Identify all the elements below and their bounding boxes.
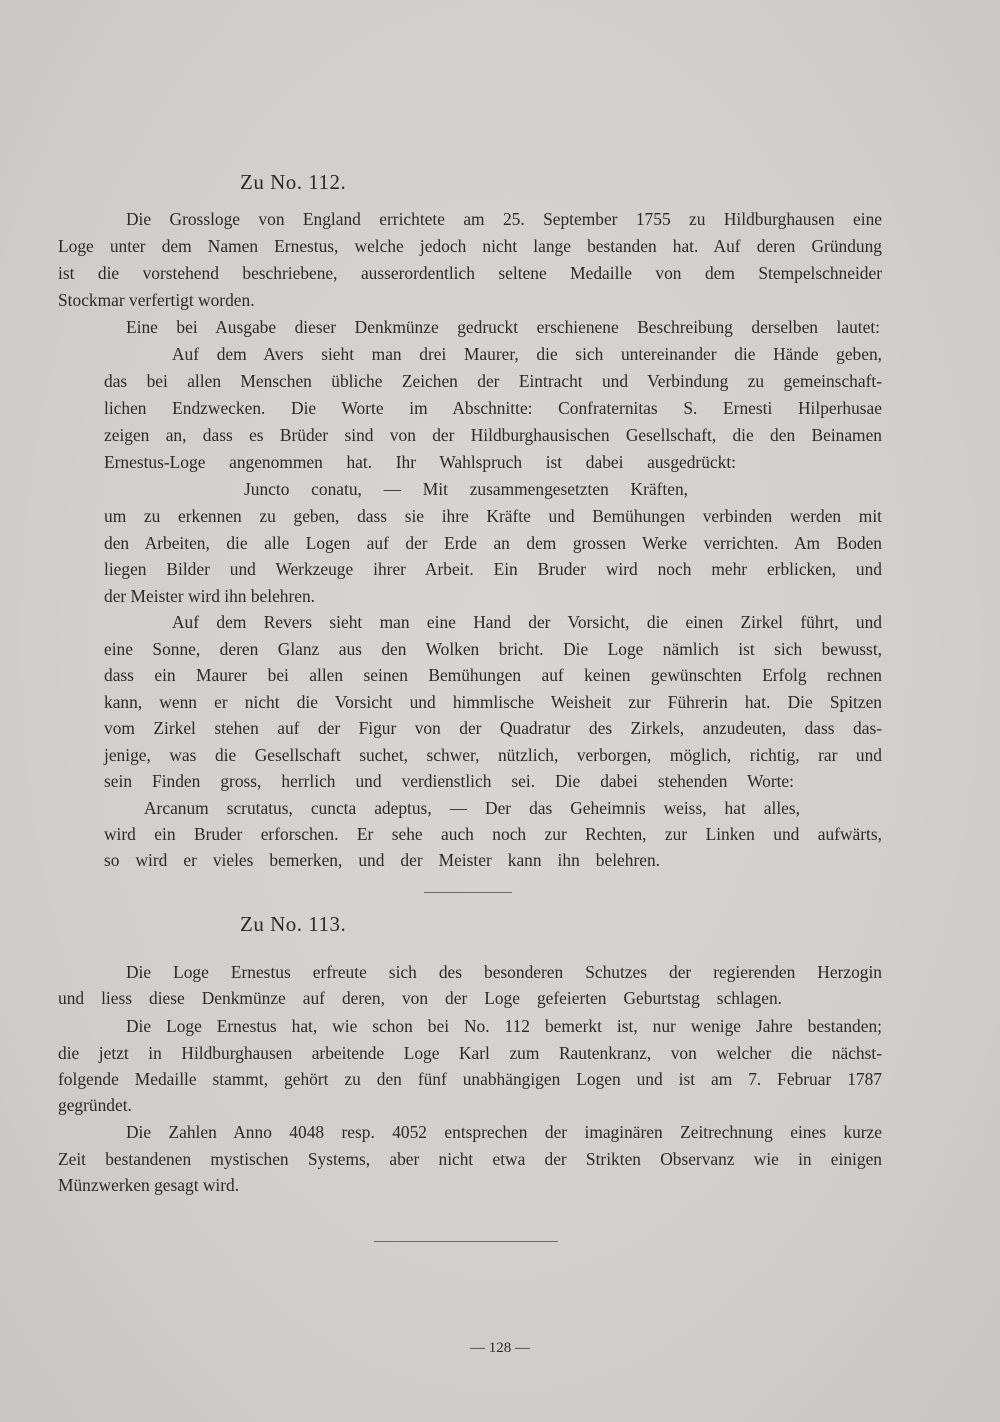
text-line: so wird er vieles bemerken, und der Meister kann ihn belehren. — [104, 850, 660, 870]
text-line: Stockmar verfertigt worden. — [58, 290, 255, 310]
text-line: Münzwerken gesagt wird. — [58, 1175, 240, 1195]
text-line: dass ein Maurer bei allen seinen Bemühungen auf keinen gewünschten Erfolg rechnen — [104, 665, 882, 685]
text-line: Auf dem Revers sieht man eine Hand der Vorsicht, die einen Zirkel führt, und — [172, 612, 882, 632]
text-line: kann, wenn er nicht die Vorsicht und himmlische Weisheit zur Führerin hat. Die Spitzen — [104, 692, 882, 712]
text-line: jenige, was die Gesellschaft suchet, schwer, nützlich, verborgen, möglich, richtig, rar und — [104, 745, 882, 765]
text-line: vom Zirkel stehen auf der Figur von der Quadratur des Zirkels, anzudeuten, dass das- — [104, 718, 882, 738]
text-line: und liess diese Denkmünze auf deren, von der Loge gefeierten Geburtstag schlagen. — [58, 988, 782, 1008]
text-line: Die Grossloge von England errichtete am 25. September 1755 zu Hildburghausen eine — [126, 209, 882, 229]
text-line: um zu erkennen zu geben, dass sie ihre Kräfte und Bemühungen verbinden werden mit — [104, 506, 882, 526]
text-line: das bei allen Menschen übliche Zeichen der Eintracht und Verbindung zu gemeinschaft- — [104, 371, 882, 391]
text-line: folgende Medaille stammt, gehört zu den fünf unabhängigen Logen und ist am 7. Februar 1787 — [58, 1069, 882, 1089]
text-line: ist die vorstehend beschriebene, ausserordentlich seltene Medaille von dem Stempelschneider — [58, 263, 882, 283]
text-line: lichen Endzwecken. Die Worte im Abschnitte: Confraternitas S. Ernesti Hilperhusae — [104, 398, 882, 418]
text-line: Ernestus-Loge angenommen hat. Ihr Wahlspruch ist dabei ausgedrückt: — [104, 452, 736, 472]
text-line: zeigen an, dass es Brüder sind von der Hildburghausischen Gesellschaft, die den Beinamen — [104, 425, 882, 445]
end-divider — [374, 1241, 558, 1242]
text-line: Eine bei Ausgabe dieser Denkmünze gedruckt erschienene Beschreibung derselben lautet: — [126, 317, 880, 337]
section-heading-112: Zu No. 112. — [240, 170, 347, 194]
text-line: Die Loge Ernestus erfreute sich des besonderen Schutzes der regierenden Herzogin — [126, 962, 882, 982]
motto-line: Juncto conatu, — Mit zusammengesetzten Kräften, — [244, 479, 688, 499]
text-line: eine Sonne, deren Glanz aus den Wolken bricht. Die Loge nämlich ist sich bewusst, — [104, 639, 882, 659]
motto-line: Arcanum scrutatus, cuncta adeptus, — Der das Geheimnis weiss, hat alles, — [144, 798, 800, 818]
text-line: sein Finden gross, herrlich und verdienstlich sei. Die dabei stehenden Worte: — [104, 771, 794, 791]
text-line: den Arbeiten, die alle Logen auf der Erde an dem grossen Werke verrichten. Am Boden — [104, 533, 882, 553]
text-line: Loge unter dem Namen Ernestus, welche jedoch nicht lange bestanden hat. Auf deren Gründung — [58, 236, 882, 256]
text-line: Zeit bestandenen mystischen Systems, aber nicht etwa der Strikten Observanz wie in einigen — [58, 1149, 882, 1169]
text-line: Die Loge Ernestus hat, wie schon bei No. 112 bemerkt ist, nur wenige Jahre bestanden; — [126, 1016, 882, 1036]
text-line: Die Zahlen Anno 4048 resp. 4052 entsprechen der imaginären Zeitrechnung eines kurze — [126, 1122, 882, 1142]
section-heading-113: Zu No. 113. — [240, 912, 347, 936]
section-divider — [424, 892, 512, 893]
text-line: die jetzt in Hildburghausen arbeitende Loge Karl zum Rautenkranz, von welcher die nächst- — [58, 1043, 882, 1063]
text-line: Auf dem Avers sieht man drei Maurer, die sich untereinander die Hände geben, — [172, 344, 882, 364]
text-line: der Meister wird ihn belehren. — [104, 586, 316, 606]
text-line: gegründet. — [58, 1095, 132, 1115]
text-line: liegen Bilder und Werkzeuge ihrer Arbeit. Ein Bruder wird noch mehr erblicken, und — [104, 559, 882, 579]
text-line: wird ein Bruder erforschen. Er sehe auch noch zur Rechten, zur Linken und aufwärts, — [104, 824, 882, 844]
page-number: — 128 — — [470, 1340, 530, 1356]
